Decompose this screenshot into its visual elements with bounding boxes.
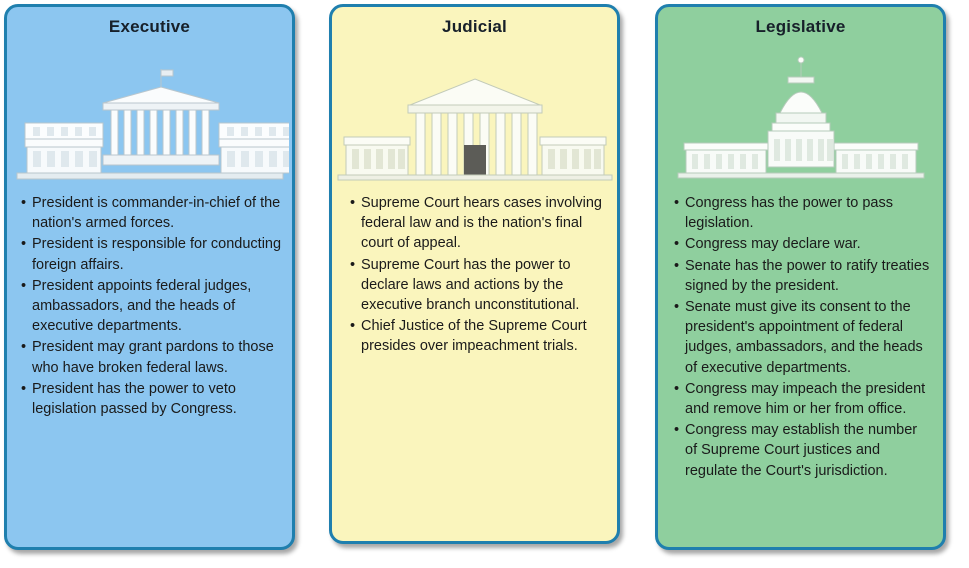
list-item: • President has the power to veto legislation passed by Congress. xyxy=(21,379,282,419)
list-item: • Chief Justice of the Supreme Court presides over impeachment trials. xyxy=(350,316,607,356)
column-executive xyxy=(4,4,295,550)
column-title-legislative: Legislative xyxy=(755,17,846,36)
column-legislative xyxy=(655,4,946,550)
list-item: • Congress may declare war. xyxy=(674,234,933,254)
capitol-icon xyxy=(658,41,943,181)
bullet-list-executive xyxy=(7,193,292,419)
column-title-executive: Executive xyxy=(108,17,191,36)
list-item: • Congress may impeach the president and remove him or her from office. xyxy=(674,379,933,419)
bullet-list-legislative xyxy=(658,193,943,481)
column-judicial xyxy=(329,4,620,544)
list-item: • President is responsible for conducting foreign affairs. xyxy=(21,234,282,274)
list-item: • President is commander-in-chief of the nation's armed forces. xyxy=(21,193,282,233)
list-item: • Supreme Court has the power to declare laws and actions by the executive branch unconstitutional. xyxy=(350,255,607,316)
list-item: • Congress has the power to pass legislation. xyxy=(674,193,933,233)
bullet-list-judicial xyxy=(332,193,617,357)
list-item: • Senate has the power to ratify treaties signed by the president. xyxy=(674,256,933,296)
list-item: • Supreme Court hears cases involving federal law and is the nation's final court of appeal. xyxy=(350,193,607,254)
column-title-judicial: Judicial xyxy=(442,17,507,36)
supreme-court-icon xyxy=(332,41,617,181)
list-item: • President may grant pardons to those who have broken federal laws. xyxy=(21,337,282,377)
list-item: • Congress may establish the number of Supreme Court justices and regulate the Court's jurisdiction. xyxy=(674,420,933,481)
list-item: • President appoints federal judges, ambassadors, and the heads of executive departments. xyxy=(21,276,282,337)
list-item: • Senate must give its consent to the president's appointment of federal judges, ambassadors, and the heads of executive departments. xyxy=(674,297,933,378)
white-house-icon xyxy=(7,41,292,181)
